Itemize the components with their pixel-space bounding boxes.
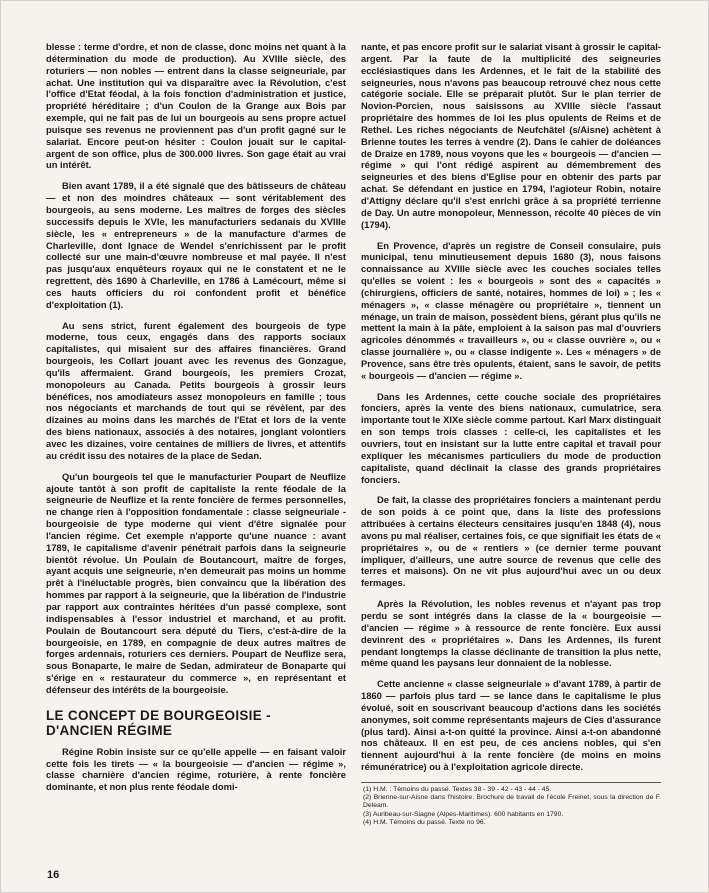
footnote: (4) H.M. Témoins du passé. Texte no 96.	[363, 818, 486, 826]
footnote: (3) Auribeau-sur-Siagne (Alpes-Maritimes). 600 habitants en 1790.	[363, 810, 564, 818]
paragraph: Cette ancienne « classe seigneuriale » d'avant 1789, à partir de 1860 — parfois plus tard — se lance dans le capitalisme le plus évolué, soit en souscrivant beaucoup d'actions dans les sociétés anonymes, soit comme représentants majeurs de Cies d'assurance (plus tard). Ainsi a-t-on quitté la province. Ainsi a-t-on abandonné nos châteaux. Il en est peu, de ces anciens nobles, qui s'en tiennent aujourd'hui à la rente foncière (de moins en moins rémunératrice) ou à l'exploitation agricole directe.	[361, 678, 661, 773]
section-title-line: LE CONCEPT DE BOURGEOISIE -	[46, 707, 271, 723]
paragraph: Après la Révolution, les nobles revenus et n'ayant pas trop perdu se sont intégrés dans la classe de la « bourgeoisie — d'ancien — régime » à ressource de rente foncière. Eux aussi devinrent des « propriétaires ». Dans les Ardennes, ils furent pendant longtemps la classe déclinante de transition la plus nette, même quand les paysans leur donnaient de la noblesse.	[361, 598, 661, 669]
footnote: (1) H.M. : Témoins du passé. Textes 38 - 39 - 42 - 43 - 44 - 45.	[363, 785, 552, 793]
section-title	[46, 708, 346, 738]
paragraph: De fait, la classe des propriétaires fonciers a maintenant perdu de son poids à ce point que, dans la liste des professions attribuées à certains électeurs censitaires jusqu'en 1848 (4), nous avons pu mal réaliser, certaines fois, ce que signifiait les états de « propriétaires », ou de « rentiers » (ce dernier terme pouvant impliquer, d'ailleurs, une autre source de revenus que celle des terres et maisons). On ne vit plus aujourd'hui avec un ou deux fermages.	[361, 494, 661, 589]
paragraph: Bien avant 1789, il a été signalé que des bâtisseurs de château — et non des moindres châteaux — sont véritablement des bourgeois, au sens moderne. Les maîtres de forges des siècles successifs depuis le XVIe, les manufacturiers sedanais du XVIIIe siècle, les « entrepreneurs » de la manufacture d'armes de Charleville, dont Ignace de Wendel s'enrichissent par le profit collecté sur une main-d'œuvre nombreuse et mal payée. Il n'est pas jusqu'aux enquêteurs royaux qui ne le constatent et ne le regrettent, dès 1690 à Charleville, en 1786 à Lamécourt, même si ces hauts officiers du roi confondent profit et bénéfice d'exploitation (1).	[46, 180, 346, 310]
footnotes	[361, 782, 661, 827]
paragraph: Dans les Ardennes, cette couche sociale des propriétaires fonciers, après la vente des biens nationaux, cumulatrice, sera importante tout le XIXe siècle comme partout. Karl Marx distinguait en son temps trois classes : celle-ci, les capitalistes et les ouvriers, tout en insistant sur la lutte entre capital et travail pour expliquer les mécanismes particuliers du mode de production capitaliste, quand déclinait la classe des grands propriétaires fonciers.	[361, 390, 661, 485]
paragraph: blesse : terme d'ordre, et non de classe, donc moins net quant à la détermination du mode de production). Au XVIIIe siècle, des roturiers — non nobles — entrent dans la classe seigneuriale, par achat. Une institution qui va disparaître avec la Révolution, c'est l'office d'Etat féodal, à la fois fonction d'administration et justice, propriété héréditaire ; d'un Coulon de la Grange aux Bois par exemple, qui ne fait pas de lui un bourgeois au sens propre actuel puisque ses revenus ne proviennent pas d'un profit gagné sur le salariat. Encore peut-on hésiter : Coulon jouait sur le capital-argent de son office, plus de 300.000 livres. Son gage était au vrai un intérêt.	[46, 41, 346, 171]
paragraph: Qu'un bourgeois tel que le manufacturier Poupart de Neuflize ajoute tantôt à son profit de capitaliste la rente féodale de la seigneurie de Neuflize et la rente foncière de fermes personnelles, ne change rien à l'opposition fondamentale : classe seigneuriale - bourgeoisie de type moderne qui vient d'être signalée pour l'ancien régime. Cet exemple n'apporte qu'une nuance : avant 1789, le capitalisme d'avenir pénétrait parfois dans la seigneurie bientôt révolue. Un Poulain de Boutancourt, maître de forges, ayant acquis une seigneurie, n'en demeurait pas moins un homme prêt à l'inéluctable progrès, bien convaincu que la libération des hommes par rapport à la seigneurie, que la libération de l'industrie par rapport aux contraintes héritées d'un passé complexe, sont indispensables à l'essor industriel et marchand, et au profit. Poulain de Boutancourt sera député du Tiers, c'est-à-dire de la bourgeoisie, en 1789, en compagnie de deux autres maîtres de forges ardennais, roturiers ces derniers. Poupart de Neuflize sera, sous Bonaparte, le maire de Sedan, admirateur de Bonaparte qui s'érige en « restaurateur du commerce », en représentant et défenseur des intérêts de la bourgeoisie.	[46, 470, 346, 695]
right-column	[361, 41, 661, 827]
footnote: (2) Brienne-sur-Aisne dans l'histoire. Brochure de travail de l'école Freinet, sous la direction de F. Deleam.	[363, 794, 661, 810]
section-title-line: D'ANCIEN RÉGIME	[46, 722, 173, 738]
paragraph: nante, et pas encore profit sur le salariat visant à grossir le capital-argent. Par la faute de la multiplicité des seigneuries ecclésiastiques dans les Ardennes, et le fait de la stabilité des seigneuries, nous n'avons pas beaucoup retrouvé chez nous cette catégorie sociale. Elle se préparait plutôt. Sur le plan terrier de Novion-Porcien, nous saisissons au XVIIIe siècle l'assaut propriétaire des hommes de loi les plus opulents de Reims et de Rethel. Les riches négociants de Neufchâtel (s/Aisne) achètent à Brienne toutes les terres à vendre (2). Dans le cahier de doléances de Draize en 1789, nous voyons que les « bourgeois — d'ancien — régime » qui l'ont rédigé aspirent au démembrement des seigneuries et des biens d'Eglise pour en obtenir des parts par achat. Se défendant en justice en 1794, l'agioteur Robin, notaire d'Attigny déclare qu'il s'est enrichi grâce à sa propriété terrienne de Day. Un autre monopoleur, Mennesson, récolte 40 pièces de vin (1794).	[361, 41, 661, 230]
paragraph: En Provence, d'après un registre de Conseil consulaire, puis municipal, tenu minutieusement depuis 1680 (3), nous faisons connaissance au XVIIIe siècle avec les couches sociales telles qu'elles se voient : les « bourgeois » sont des « capacités » (chirurgiens, officiers de santé, notaires, hommes de loi) » ; les « ménagers », « classe ménagère ou propriétaire », tiennent un ménage, un train de maison, possèdent biens, gérant plus qu'ils ne mettent la main à la pâte, emploient à la saison pas mal d'ouvriers agricoles dénommés « travailleurs », ou « classe ouvrière », ou « classe journalière », ou « classe indigente ». Les « ménagers » de Provence, sans être très opulents, étaient, sans le savoir, de petits « bourgeois — d'ancien — régime ».	[361, 239, 661, 381]
page-number: 16	[47, 869, 60, 881]
paragraph: Au sens strict, furent également des bourgeois de type moderne, tous ceux, engagés dans des rapports sociaux capitalistes, qui misaient sur des affaires financières. Grand bourgeois, les Collart jouant avec les revenus des Gonzague, qu'ils affermaient. Grand bourgeois, les premiers Crozat, monopoleurs au Canada. Petits bourgeois à grossir leurs bénéfices, nos amodiateurs assez monopoleurs en famille ; tous nos négociants et marchands de tout qui se révèlent, par des dizaines au moins dans les marchés de l'Etat et lors de la vente des biens nationaux, associés à des notaires, jonglant volontiers avec les dizaines, voire centaines de milliers de livres, et attentifs au crédit issu des notaires de la place de Sedan.	[46, 319, 346, 461]
left-column	[46, 41, 346, 802]
paragraph: Régine Robin insiste sur ce qu'elle appelle — en faisant valoir cette fois les tirets — « la bourgeoisie — d'ancien — régime », classe charnière d'ancien régime, roturière, à rente foncière dominante, et non plus rente féodale domi-	[46, 745, 346, 793]
